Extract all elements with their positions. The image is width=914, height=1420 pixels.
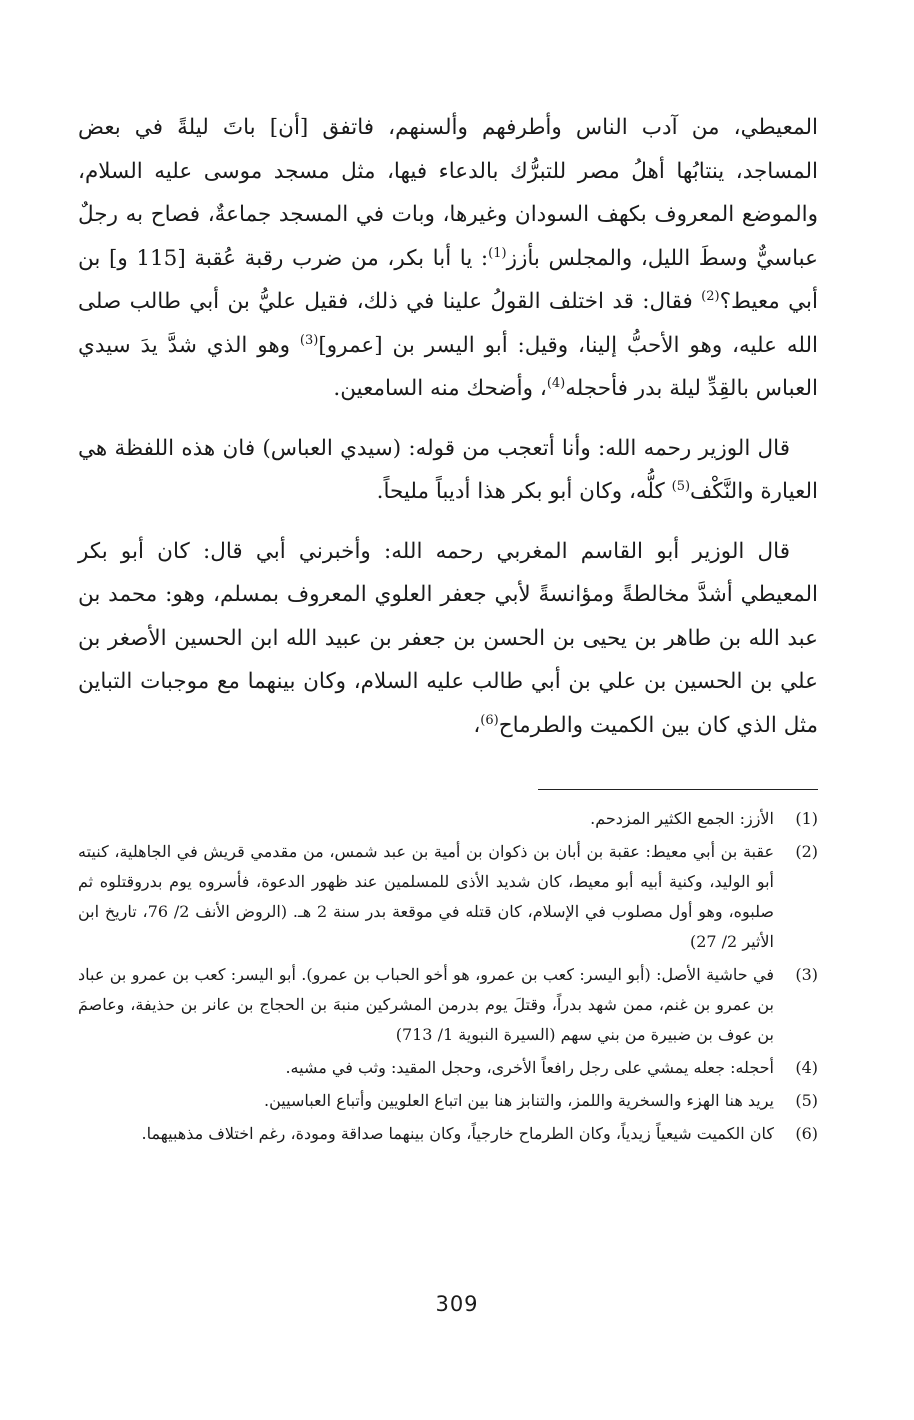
text-segment: كلُّه، وكان أبو بكر هذا أديباً مليحاً. bbox=[376, 479, 672, 504]
footnote-2 bbox=[78, 837, 818, 957]
footnote-ref-2[interactable]: (2) bbox=[701, 288, 720, 304]
text-segment: : يا أبا بكر، من ضرب رقبة عُقبة [115 و] بن أبي معيط؟ bbox=[78, 245, 818, 314]
footnotes bbox=[78, 804, 818, 1149]
footnote-text: يريد هنا الهزء والسخرية واللمز، والتنابز هنا بين اتباع العلويين وأتباع العباسيين. bbox=[264, 1091, 774, 1110]
footnote-ref-4[interactable]: (4) bbox=[546, 375, 566, 391]
text-segment: المعيطي، من آدب الناس وأطرفهم وألسنهم، فاتفق [أن] باتَ ليلةً في بعض المساجد، ينتابُها أهلُ مصر للتبرُّك بالدعاء فيها، مثل مسجد موسى عليه السلام، والموضع المعروف بكهف السودان وغيرها، وبات في المسجد جماعةٌ، فصاح به رجلٌ عباسيٌّ وسطَ الليل، والمجلس بأزز bbox=[78, 115, 818, 271]
footnote-text: الأزز: الجمع الكثير المزدحم. bbox=[590, 809, 774, 828]
footnote-ref-6[interactable]: (6) bbox=[480, 712, 499, 728]
paragraph-1 bbox=[78, 106, 818, 411]
footnote-ref-3[interactable]: (3) bbox=[299, 332, 319, 348]
footnote-number: (4) bbox=[795, 1058, 818, 1077]
footnote-ref-5[interactable]: (5) bbox=[671, 478, 691, 494]
footnote-3 bbox=[78, 960, 818, 1050]
footnote-6 bbox=[78, 1119, 818, 1149]
text-segment: قال الوزير رحمه الله: وأنا أتعجب من قوله: (سيدي العباس) فان هذه اللفظة هي العيارة والنَّكْف bbox=[78, 435, 818, 504]
footnote-1 bbox=[78, 804, 818, 834]
footnote-text: أحجله: جعله يمشي على رجل رافعاً الأخرى، وحجل المقيد: وثب في مشيه. bbox=[285, 1058, 774, 1077]
paragraph-2 bbox=[78, 427, 818, 514]
footnote-separator bbox=[538, 789, 818, 790]
footnote-ref-1[interactable]: (1) bbox=[488, 245, 507, 261]
footnote-number: (1) bbox=[795, 809, 818, 828]
footnote-number: (5) bbox=[795, 1091, 818, 1110]
page-number: 309 bbox=[435, 1292, 479, 1316]
text-segment: قال الوزير أبو القاسم المغربي رحمه الله: وأخبرني أبي قال: كان أبو بكر المعيطي أشدَّ مخالطةً ومؤانسةً لأبي جعفر العلوي المعروف بمسلم، وهو: محمد بن عبد الله بن طاهر بن يحيى بن الحسن بن جعفر بن عبيد الله ابن الحسين الأصغر بن علي بن الحسين بن علي بن أبي طالب عليه السلام، وكان بينهما مع موجبات التباين مثل الذي كان بين الكميت والطرماح bbox=[78, 538, 818, 738]
footnote-text: كان الكميت شيعياً زيدياً، وكان الطرماح خارجياً، وكان بينهما صداقة ومودة، رغم اختلاف مذهبيهما. bbox=[141, 1124, 774, 1143]
text-segment: فقال: قد اختلف القولُ علينا في ذلك، فقيل عليُّ بن أبي طالب صلى الله عليه، وهو الأحبُّ إلينا، وقيل: أبو اليسر بن [عمرو] bbox=[78, 289, 818, 358]
footnote-text: عقبة بن أبي معيط: عقبة بن أبان بن ذكوان بن أمية بن عبد شمس، من مقدمي قريش في الجاهلية، كنيته أبو الوليد، وكنية أبيه أبو معيط، كان شديد الأذى للمسلمين عند ظهور الدعوة، فأسروه يوم بدروقتلوه ثم صلبوه، وهو أول مصلوب في الإسلام، كان قتله في موقعة بدر سنة 2 هـ. (الروض الأنف 2/ 76، تاريخ ابن الأثير 2/ 27) bbox=[78, 842, 774, 951]
footnote-number: (3) bbox=[795, 965, 818, 984]
footnote-text: في حاشية الأصل: (أبو اليسر: كعب بن عمرو، هو أخو الحباب بن عمرو). أبو اليسر: كعب بن عمرو بن عباد بن عمرو بن غنم، ممن شهد بدراً، وقتلَ يوم بدرمن المشركين منبهَ بن الحجاج بن عانر بن حذيفة، وعاصمَ بن عوف بن ضبيرة من بني سهم (السيرة النبوية 1/ 713) bbox=[78, 965, 774, 1044]
footnote-number: (6) bbox=[795, 1124, 818, 1143]
footnote-number: (2) bbox=[795, 842, 818, 861]
text-segment: ، وأضحك منه السامعين. bbox=[333, 376, 547, 401]
main-text bbox=[78, 106, 818, 747]
paragraph-3 bbox=[78, 530, 818, 748]
footnote-5 bbox=[78, 1086, 818, 1116]
text-segment: ، bbox=[473, 712, 481, 738]
text-segment: وهو الذي شدَّ يدَ سيدي العباس بالقِدِّ ليلة بدر فأحجله bbox=[78, 332, 818, 401]
footnote-4 bbox=[78, 1053, 818, 1083]
